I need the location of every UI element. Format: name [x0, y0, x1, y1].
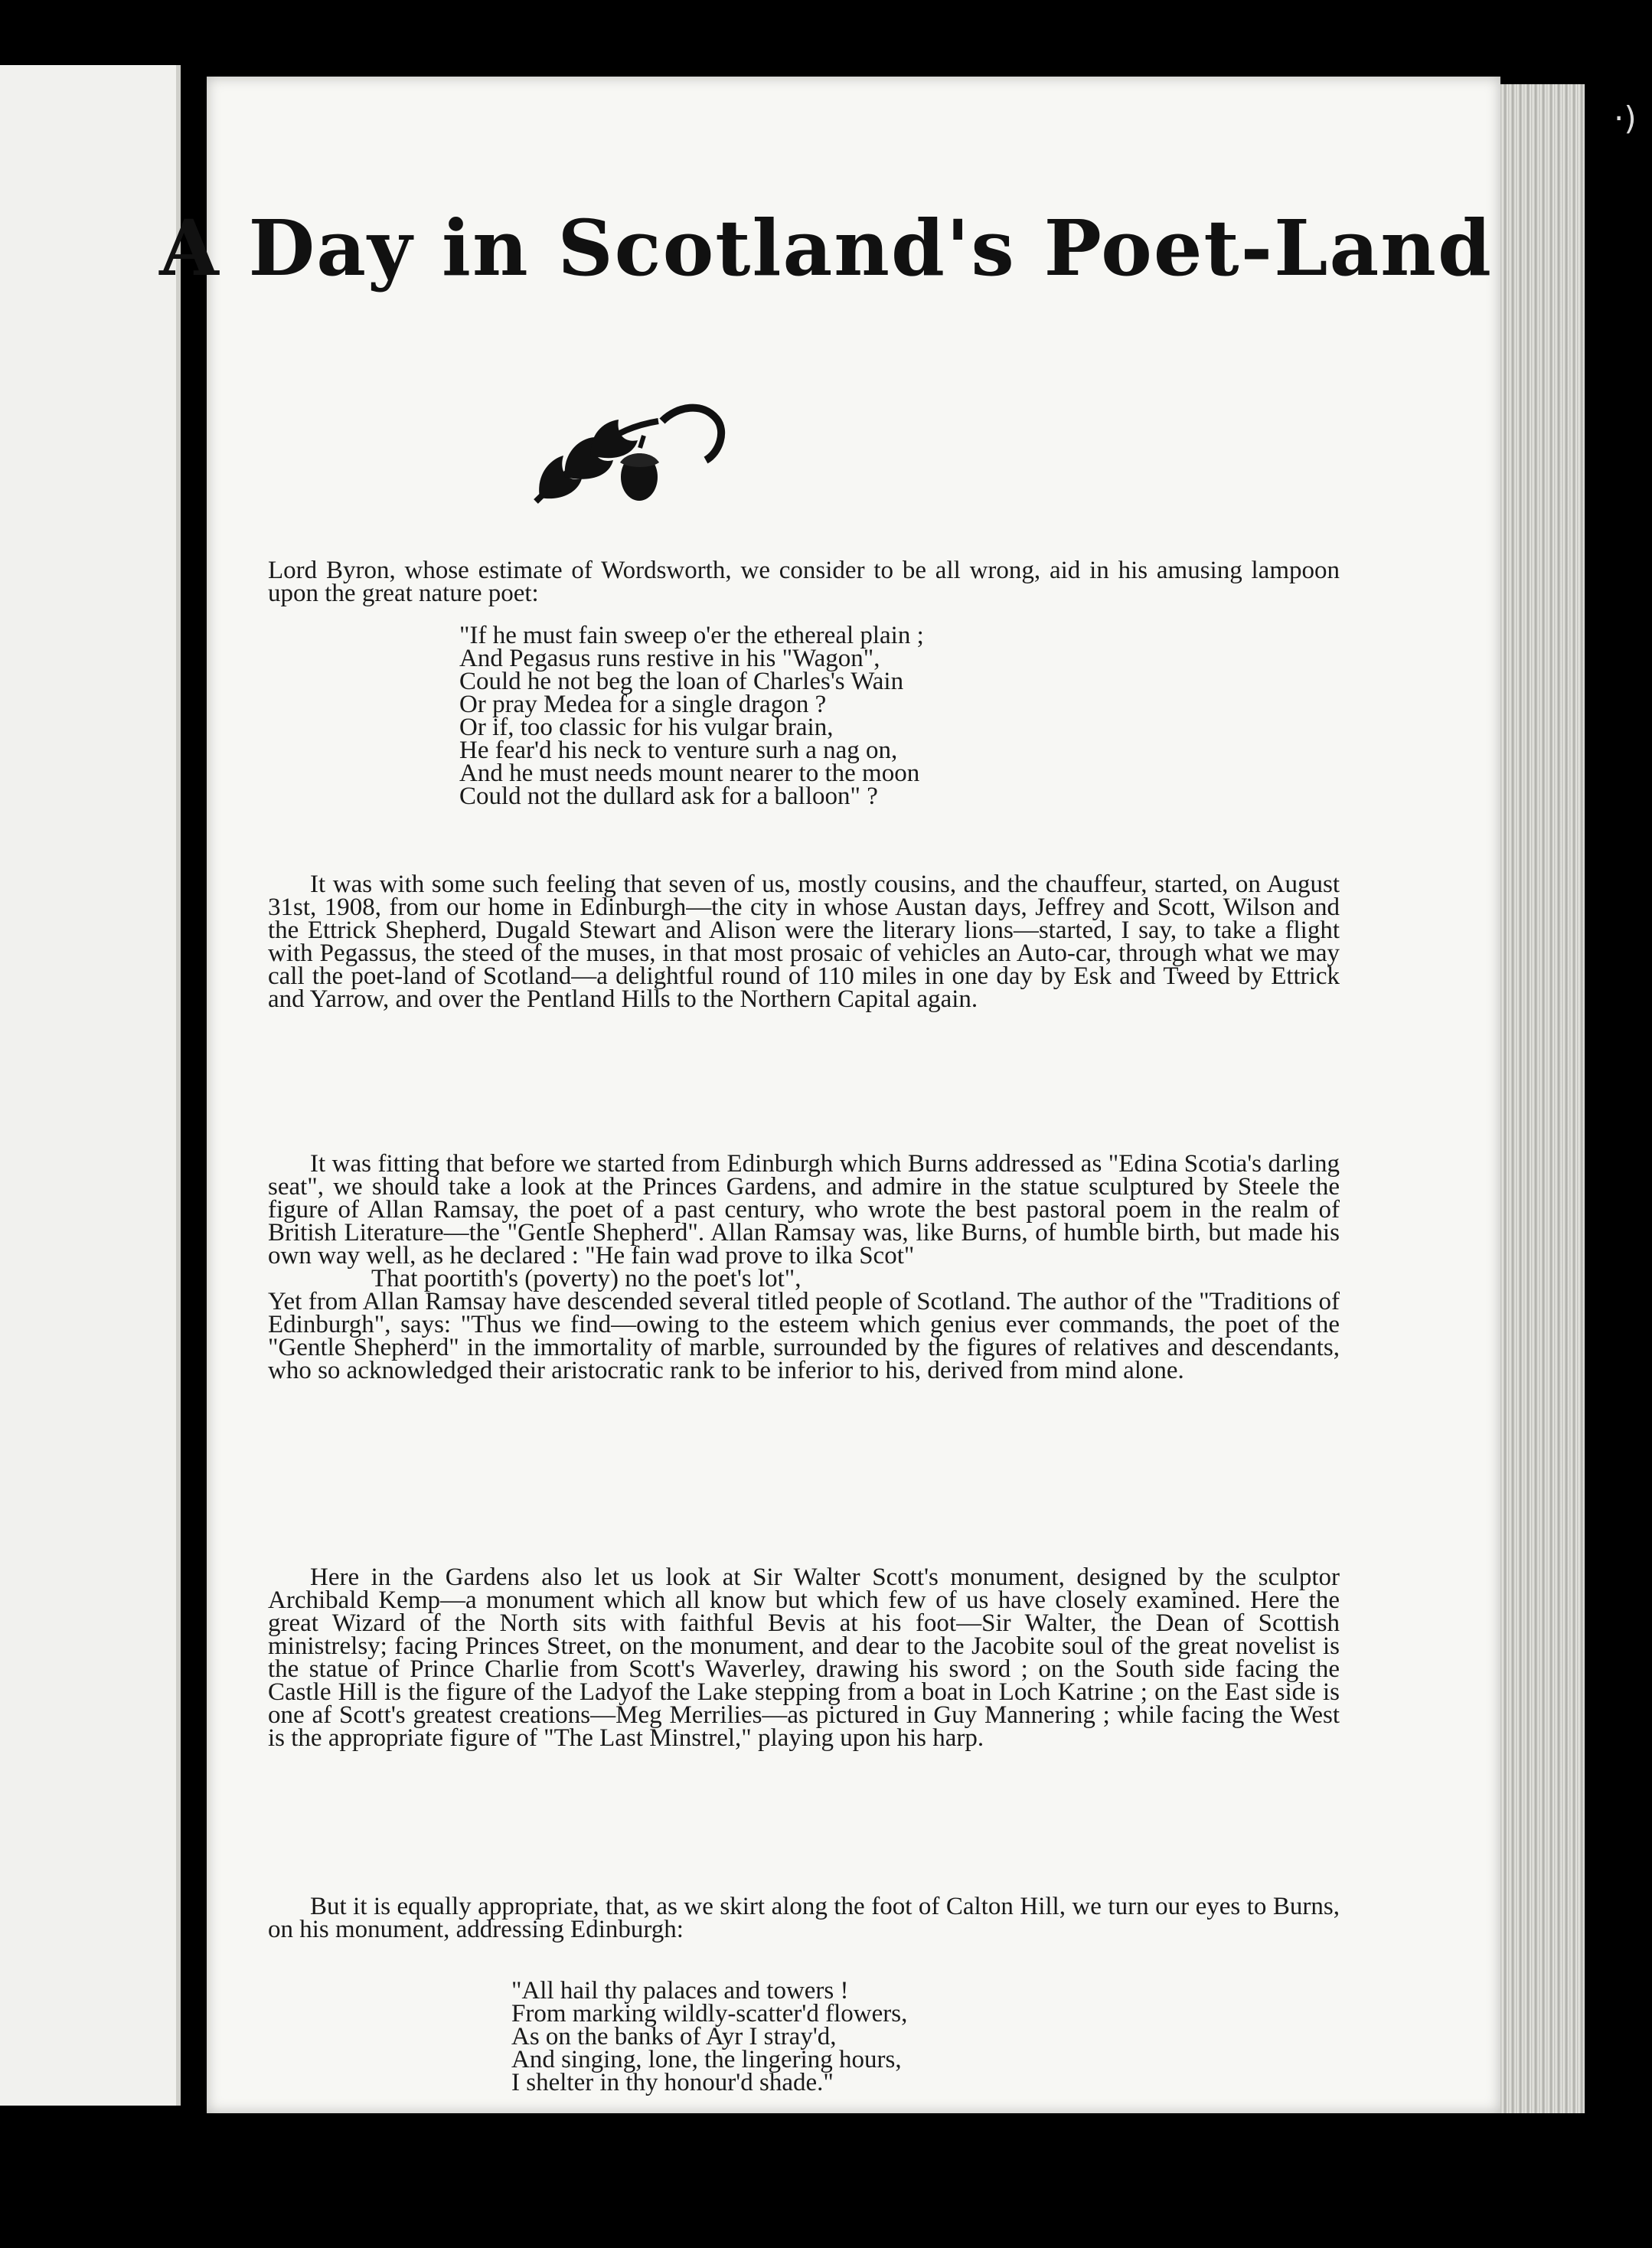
burns-poem: [511, 1979, 907, 2094]
ramsay-quote: That poortith's (poverty) no the poet's lot",: [371, 1265, 802, 1292]
allan-ramsay-paragraph: [268, 1152, 1340, 1382]
poem-line: And Pegasus runs restive in his "Wagon",: [459, 645, 880, 672]
poem-line: As on the banks of Ayr I stray'd,: [511, 2023, 837, 2050]
byron-poem: [459, 624, 924, 808]
poem-line: Could he not beg the loan of Charles's Wain: [459, 668, 904, 695]
poem-line: From marking wildly-scatter'd flowers,: [511, 2000, 908, 2027]
page-edges: [1500, 84, 1585, 2113]
calton-hill-paragraph: But it is equally appropriate, that, as we skirt along the foot of Calton Hill, we turn our eyes to Burns, on his monument, addressing Edinburgh:: [268, 1893, 1340, 1943]
scott-monument-paragraph: Here in the Gardens also let us look at Sir Walter Scott's monument, designed by the sculptor Archibald Kemp—a monument which all know but which few of us have closely examined. Here the great Wizard of the North sits with faithful Bevis at his foot—Sir Walter, the Dean of Scottish ministrelsy; facing Princes Street, on the monument, and dear to the Jacobite soul of the great novelist is the statue of Prince Charlie from Scott's Waverley, drawing his sword ; on the South side facing the Castle Hill is the figure of the Ladyof the Lake stepping from a boat in Loch Katrine ; on the East side is one af Scott's greatest creations—Meg Merrilies—as pictured in Guy Mannering ; while facing the West is the appropriate figure of "The Last Minstrel," playing upon his harp.: [268, 1563, 1340, 1752]
poem-line: Could not the dullard ask for a balloon" ?: [459, 783, 878, 810]
left-page-edge: [0, 65, 181, 2106]
poem-line: And he must needs mount nearer to the moon: [459, 760, 920, 787]
book-page: [207, 77, 1500, 2113]
page-title: A Day in Scotland's Poet-Land: [159, 203, 1493, 293]
allan-ramsay-text: It was fitting that before we started from Edinburgh which Burns addressed as "Edina Scotia's darling seat", we should take a look at the Princes Gardens, and admire in the statue sculptured by Steele the figure of Allan Ramsay, the poet of a past century, who wrote the best pastoral poem in the realm of British Literature—the "Gentle Shepherd". Allan Ramsay was, like Burns, of humble birth, but made his own way well, as he declared : "He fain wad prove to ilka Scot": [268, 1150, 1340, 1269]
poem-line: Or if, too classic for his vulgar brain,: [459, 714, 834, 741]
poem-line: He fear'd his neck to venture surh a nag on,: [459, 737, 898, 764]
traditions-text: Yet from Allan Ramsay have descended several titled people of Scotland. The author of the "Traditions of Edinburgh", says: "Thus we find—owing to the esteem which genius ever commands, the poet of the "Gentle Shepherd" in the immortality of marble, surrounded by the figures of relatives and descendants, who so acknowledged their aristocratic rank to be inferior to his, derived from mind alone.: [268, 1288, 1340, 1384]
corner-mark: ·): [1614, 100, 1637, 137]
poem-line: "All hail thy palaces and towers !: [511, 1977, 849, 2005]
poem-line: And singing, lone, the lingering hours,: [511, 2046, 902, 2073]
oak-leaf-acorn-icon: [505, 387, 735, 517]
poem-line: I shelter in thy honour'd shade.": [511, 2069, 834, 2096]
journey-paragraph: It was with some such feeling that seven of us, mostly cousins, and the chauffeur, started, on August 31st, 1908, from our home in Edinburgh—the city in whose Austan days, Jeffrey and Scott, Wilson and the Ettrick Shepherd, Dugald Stewart and Alison were the literary lions—started, I say, to take a flight with Pegassus, the steed of the muses, in that most prosaic of vehicles an Auto-car, through what we may call the poet-land of Scotland—a delightful round of 110 miles in one day by Esk and Tweed by Ettrick and Yarrow, and over the Pentland Hills to the Northern Capital again.: [268, 871, 1340, 1013]
intro-paragraph: Lord Byron, whose estimate of Wordsworth, we consider to be all wrong, aid in his amusing lampoon upon the great nature poet:: [268, 557, 1340, 607]
poem-line: Or pray Medea for a single dragon ?: [459, 691, 827, 718]
poem-line: "If he must fain sweep o'er the ethereal plain ;: [459, 622, 924, 649]
